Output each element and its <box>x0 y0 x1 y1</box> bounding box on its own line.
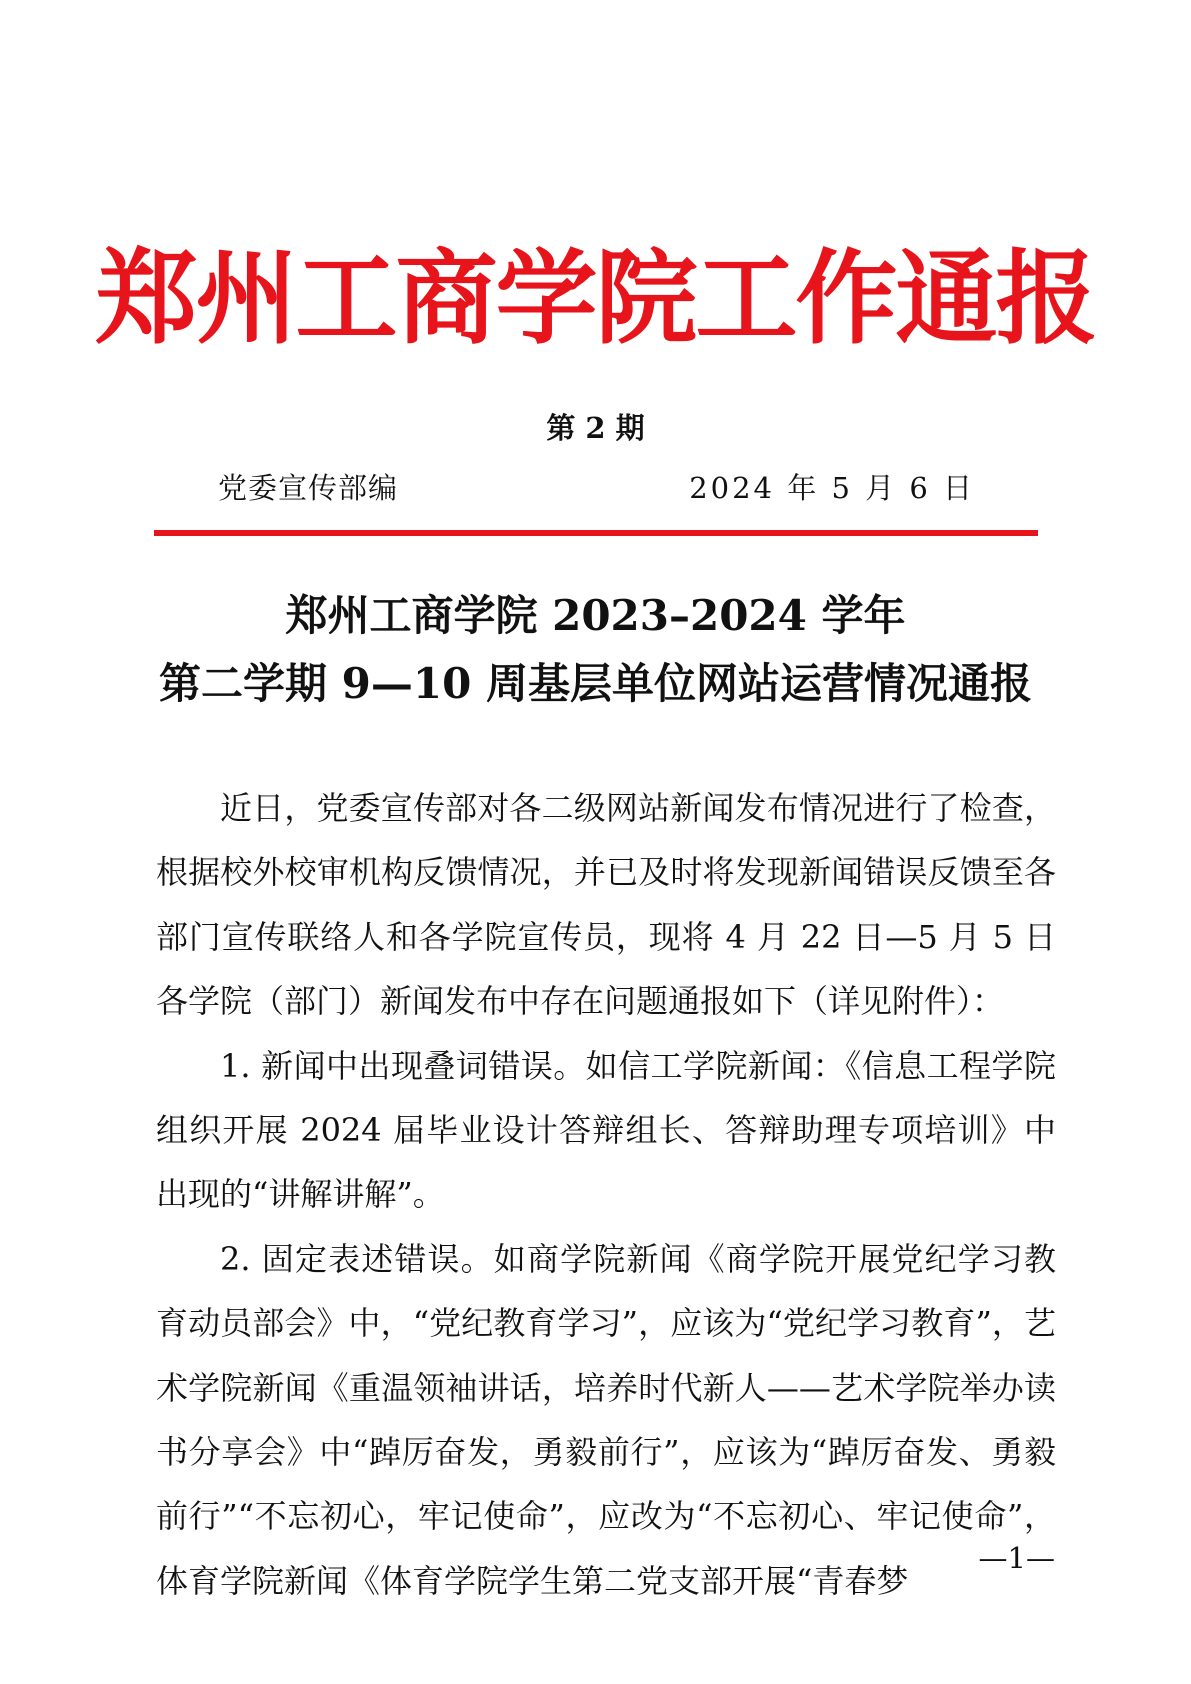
document-title-line-2: 第二学期 9—10 周基层单位网站运营情况通报 <box>159 659 1032 708</box>
red-header-rule <box>154 530 1038 536</box>
page-number: —1— <box>978 1541 1055 1575</box>
document-title-line-1: 郑州工商学院 2023–2024 学年 <box>285 591 906 640</box>
issue-number: 第 2 期 <box>546 411 645 445</box>
editor-department: 党委宣传部编 <box>218 471 399 505</box>
paragraph-item-2: 2. 固定表述错误。如商学院新闻《商学院开展党纪学习教育动员部会》中，“党纪教育学习”，应该为“党纪学习教育”，艺术学院新闻《重温领袖讲话，培养时代新人——艺术学院举办读书分享会》中“踔厉奋发，勇毅前行”，应该为“踔厉奋发、勇毅前行”“不忘初心，牢记使命”，应改为“不忘初心、牢记使命”，体育学院新闻《体育学院学生第二党支部开展“青春梦 <box>156 1239 1056 1600</box>
body-text <box>156 776 1056 1613</box>
paragraph-item-1: 1. 新闻中出现叠词错误。如信工学院新闻：《信息工程学院组织开展 2024 届毕业设计答辩组长、答辩助理专项培训》中出现的“讲解讲解”。 <box>156 1046 1056 1214</box>
paragraph-intro: 近日，党委宣传部对各二级网站新闻发布情况进行了检查，根据校外校审机构反馈情况，并已及时将发现新闻错误反馈至各部门宣传联络人和各学院宣传员，现将 4 月 22 日—5 月 5 日各学院（部门）新闻发布中存在问题通报如下（详见附件）： <box>156 789 1056 1021</box>
masthead-title: 郑州工商学院工作通报 <box>95 240 1096 359</box>
publication-date: 2024 年 5 月 6 日 <box>689 471 975 505</box>
